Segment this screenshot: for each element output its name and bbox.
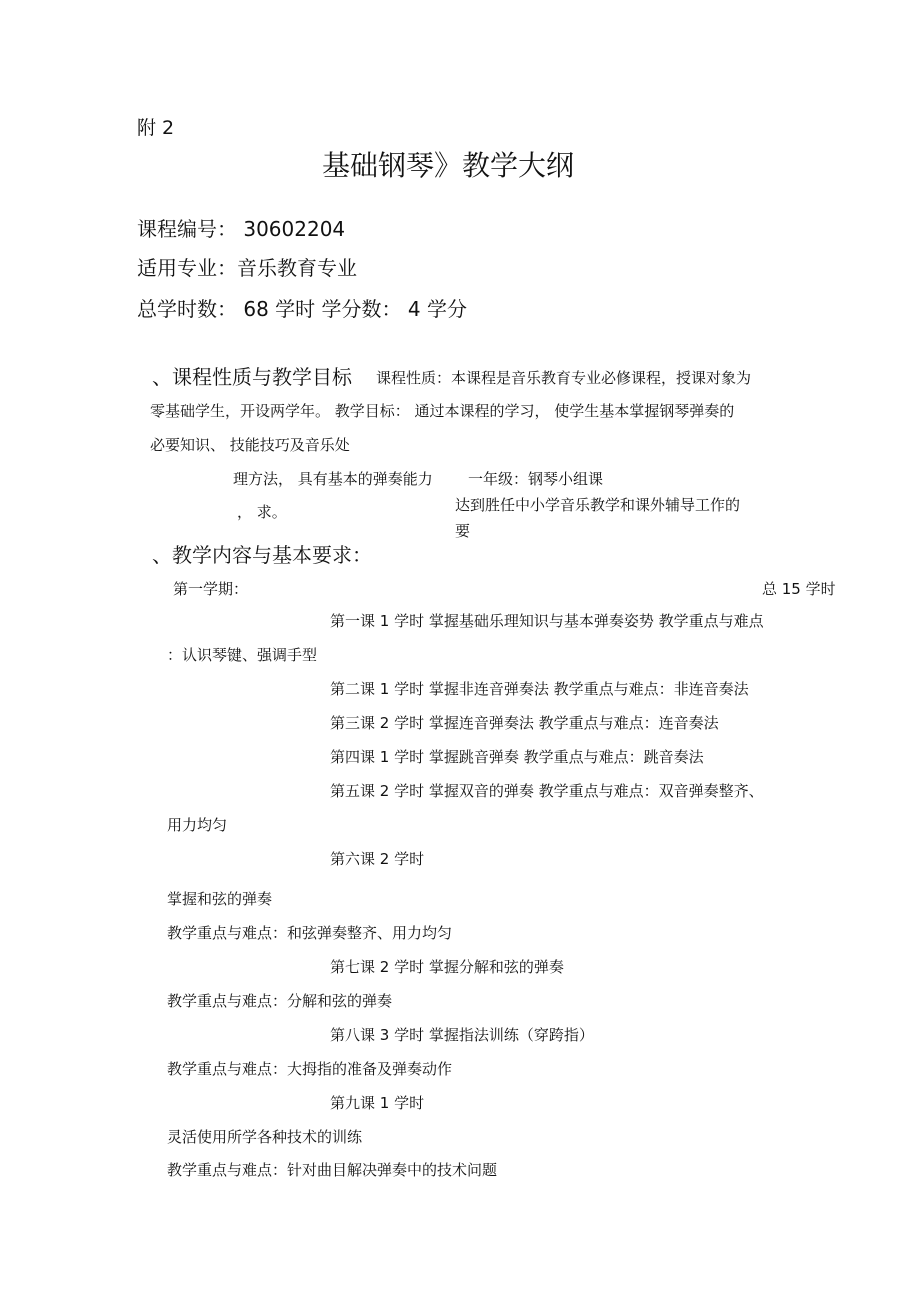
section1-line6-right: 要 (455, 522, 471, 540)
appendix-label: 附 2 (137, 117, 175, 139)
section1-line5-right: 达到胜任中小学音乐教学和课外辅导工作的 (455, 496, 741, 514)
lesson-5: 第五课 2 学时 掌握双音的弹奏 教学重点与难点：双音弹奏整齐、 (330, 782, 764, 800)
applicable-major: 适用专业：音乐教育专业 (137, 256, 357, 280)
lesson-4: 第四课 1 学时 掌握跳音弹奏 教学重点与难点：跳音奏法 (330, 748, 704, 766)
section1-line2: 零基础学生，开设两学年。 教学目标： 通过本课程的学习， 使学生基本掌握钢琴弹奏的 (150, 402, 735, 420)
section1-heading: 、课程性质与教学目标 (152, 365, 352, 389)
lesson-9-content: 灵活使用所学各种技术的训练 (167, 1128, 363, 1146)
hours-credits: 总学时数： 68 学时 学分数： 4 学分 (137, 297, 467, 321)
lesson-7: 第七课 2 学时 掌握分解和弦的弹奏 (330, 958, 564, 976)
semester-total: 总 15 学时 (762, 580, 836, 598)
lesson-9: 第九课 1 学时 (330, 1094, 425, 1112)
document-title: 基础钢琴》教学大纲 (322, 149, 575, 182)
lesson-7-detail: 教学重点与难点：分解和弦的弹奏 (167, 992, 393, 1010)
section2-heading: 、教学内容与基本要求： (152, 543, 372, 567)
course-code: 课程编号： 30602204 (137, 217, 346, 241)
lesson-9-detail: 教学重点与难点：针对曲目解决弹奏中的技术问题 (167, 1161, 498, 1179)
course-nature-text: 课程性质：本课程是音乐教育专业必修课程，授课对象为 (376, 369, 752, 387)
lesson-6-detail: 教学重点与难点：和弦弹奏整齐、用力均匀 (167, 924, 453, 942)
section1-line4-right: 一年级：钢琴小组课 (468, 470, 604, 488)
lesson-6: 第六课 2 学时 (330, 850, 425, 868)
lesson-3: 第三课 2 学时 掌握连音弹奏法 教学重点与难点：连音奏法 (330, 714, 719, 732)
section1-line3: 必要知识、 技能技巧及音乐处 (150, 436, 350, 454)
lesson-8-detail: 教学重点与难点：大拇指的准备及弹奏动作 (167, 1060, 453, 1078)
lesson-8: 第八课 3 学时 掌握指法训练（穿跨指） (330, 1026, 594, 1044)
lesson-6-content: 掌握和弦的弹奏 (167, 890, 273, 908)
lesson-1: 第一课 1 学时 掌握基础乐理知识与基本弹奏姿势 教学重点与难点 (330, 612, 764, 630)
lesson-5-detail: 用力均匀 (167, 816, 228, 834)
section1-line4-left: 理方法， 具有基本的弹奏能力 (233, 470, 433, 488)
lesson-2: 第二课 1 学时 掌握非连音弹奏法 教学重点与难点：非连音奏法 (330, 680, 749, 698)
lesson-1-detail: ：认识琴键、强调手型 (167, 646, 318, 664)
section1-line5-left: ， 求。 (237, 503, 287, 521)
semester-label: 第一学期： (173, 580, 249, 598)
